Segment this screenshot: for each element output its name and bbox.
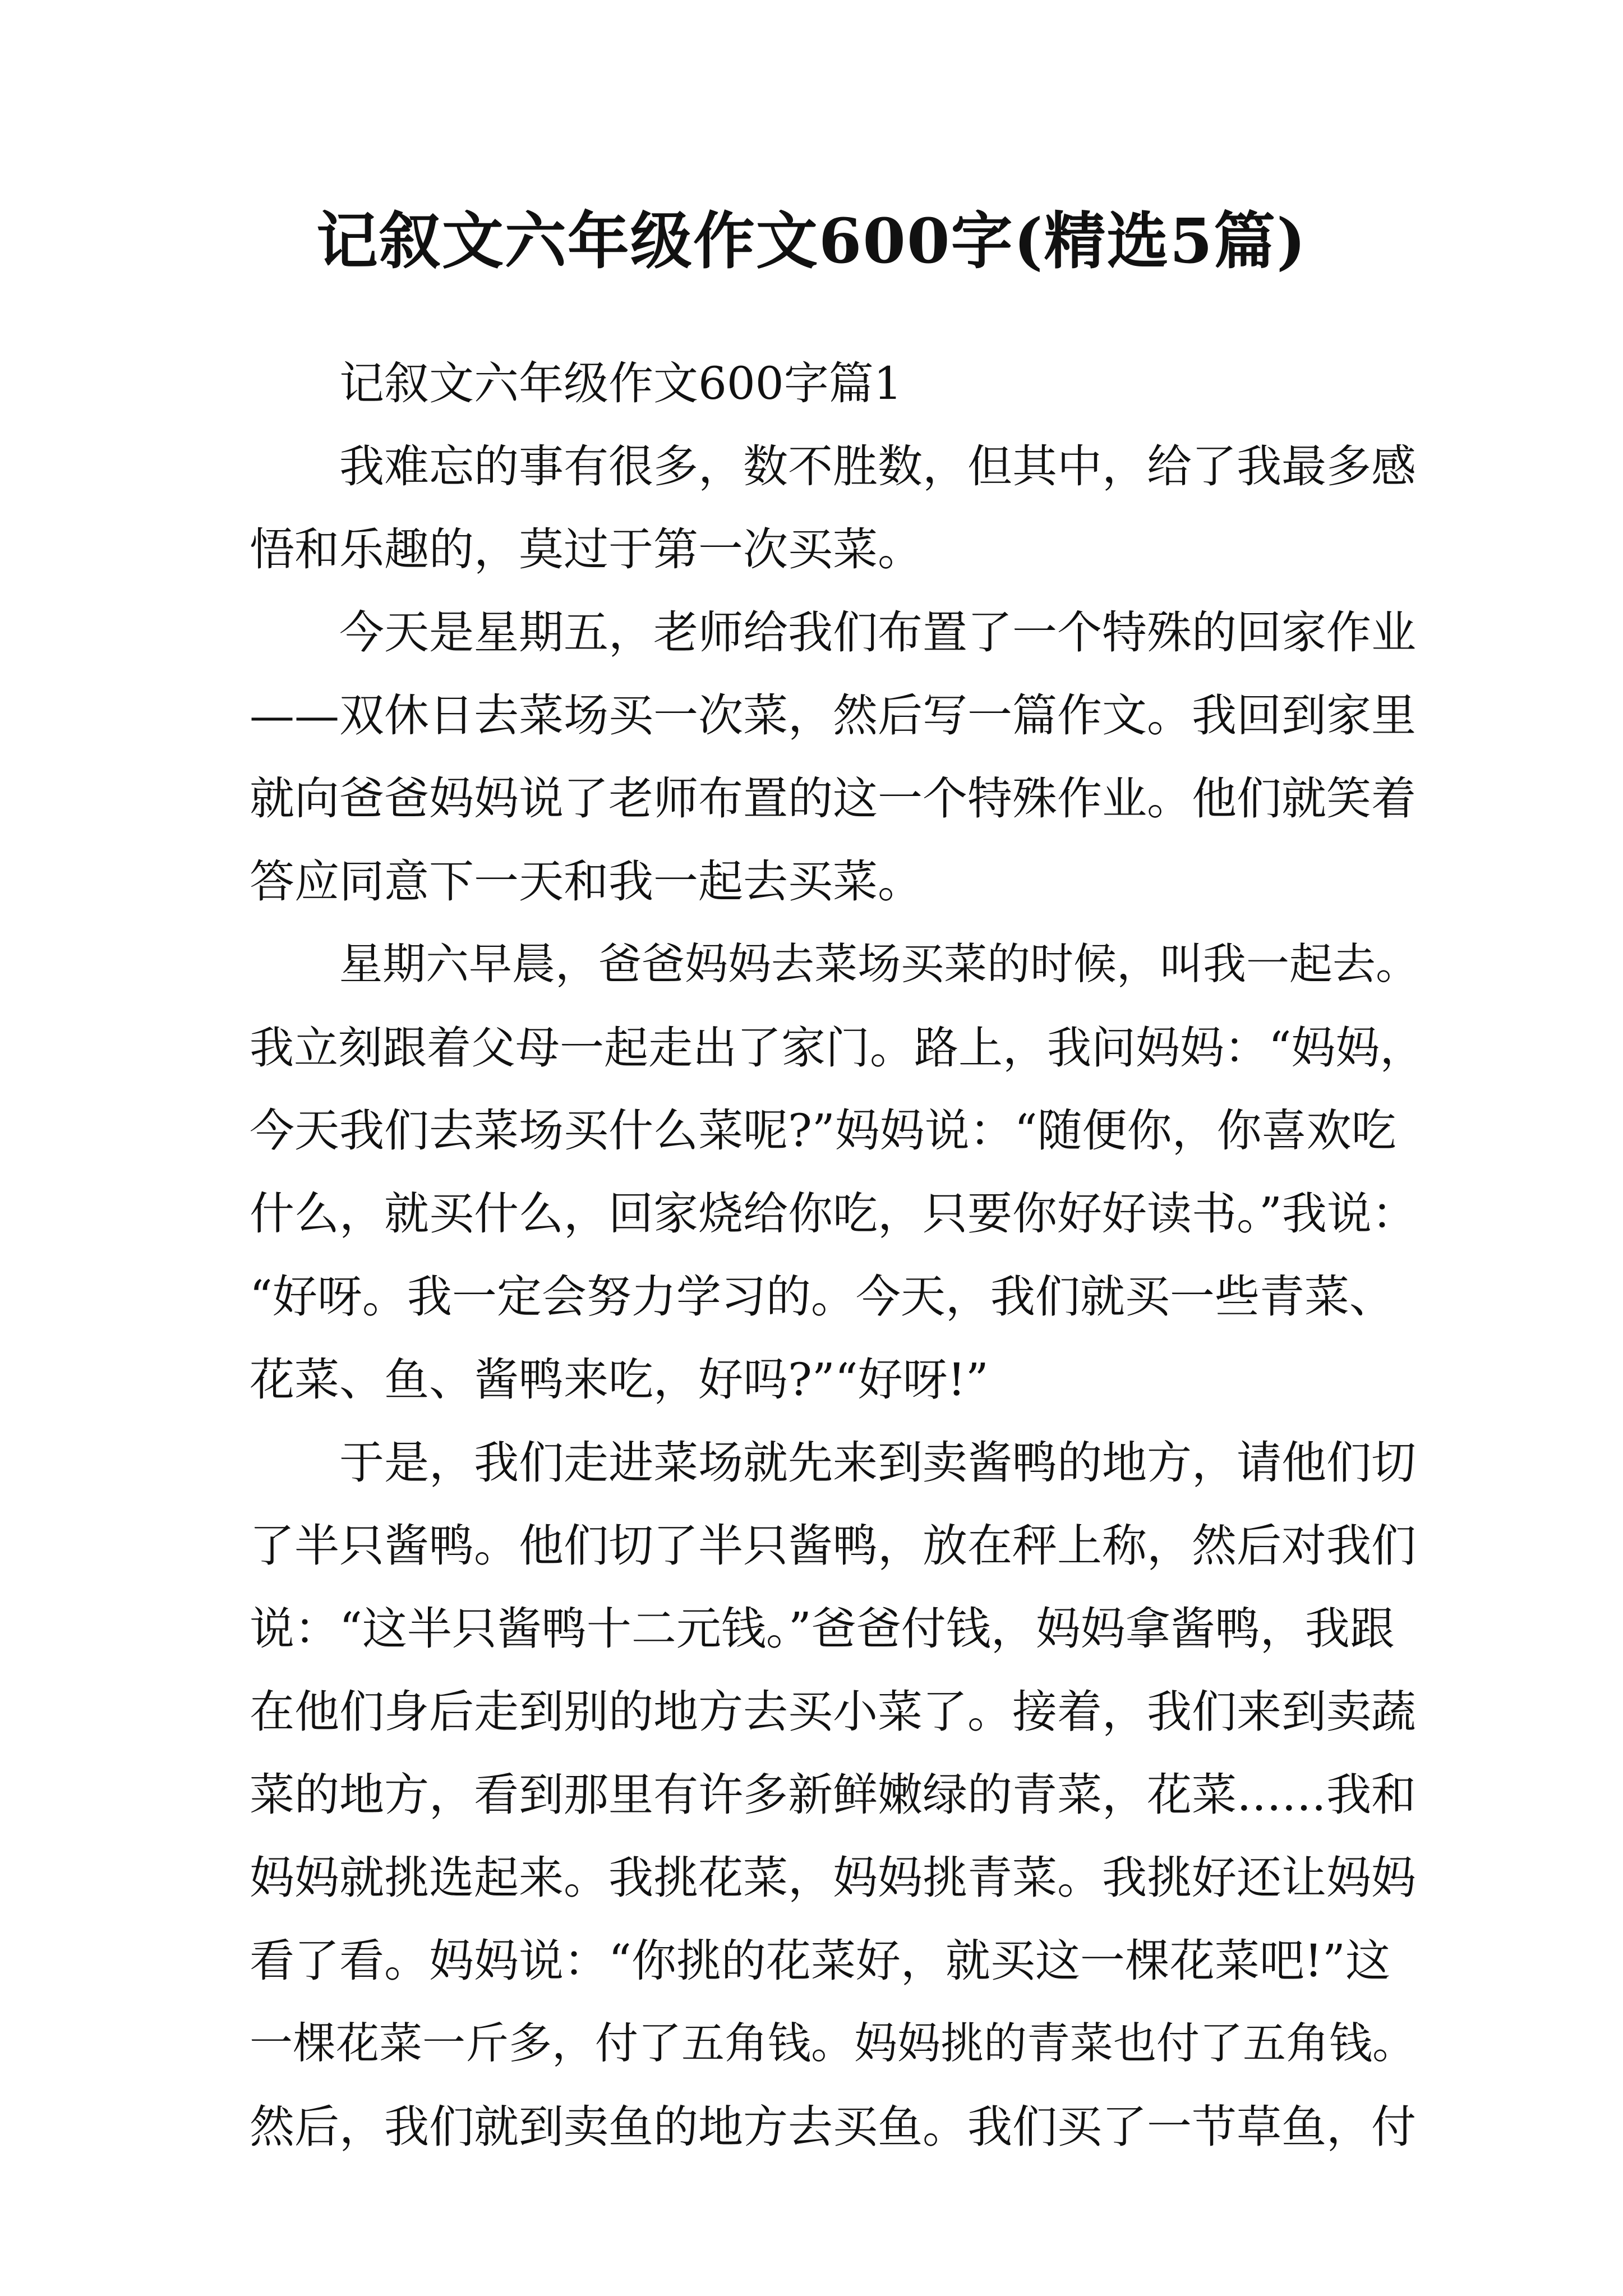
paragraph-line: 菜的地方，看到那里有许多新鲜嫩绿的青菜，花菜……我和 — [250, 1769, 1416, 1821]
paragraph-line: 说：“这半只酱鸭十二元钱。”爸爸付钱，妈妈拿酱鸭，我跟 — [250, 1603, 1395, 1655]
paragraph-line: 答应同意下一天和我一起去买菜。 — [250, 855, 923, 908]
paragraph-line: 什么，就买什么，回家烧给你吃，只要你好好读书。”我说： — [250, 1188, 1417, 1240]
paragraph-line: 然后，我们就到卖鱼的地方去买鱼。我们买了一节草鱼，付 — [250, 2101, 1416, 2153]
paragraph-line: 星期六早晨，爸爸妈妈去菜场买菜的时候，叫我一起去。 — [339, 940, 1419, 990]
paragraph-line: ——双休日去菜场买一次菜，然后写一篇作文。我回到家里 — [250, 689, 1416, 742]
paragraph-line: 于是，我们走进菜场就先来到卖酱鸭的地方，请他们切 — [339, 1437, 1416, 1489]
paragraph-line: 花菜、鱼、酱鸭来吃，好吗?”“好呀!” — [250, 1354, 989, 1406]
paragraph-line: “好呀。我一定会努力学习的。今天，我们就买一些青菜、 — [250, 1271, 1394, 1323]
document-body — [250, 342, 1424, 2169]
paragraph-line: 我立刻跟着父母一起走出了家门。路上，我问妈妈：“妈妈， — [250, 1022, 1424, 1074]
paragraph-line: 看了看。妈妈说：“你挑的花菜好，就买这一棵花菜吧!”这 — [250, 1935, 1390, 1987]
paragraph-line: 我难忘的事有很多，数不胜数，但其中，给了我最多感 — [339, 440, 1416, 493]
paragraph-line: 悟和乐趣的，莫过于第一次买菜。 — [250, 523, 923, 576]
document-title: 记叙文六年级作文600字(精选5篇) — [316, 205, 1307, 277]
paragraph-line: 今天我们去菜场买什么菜呢?”妈妈说：“随便你，你喜欢吃 — [250, 1105, 1396, 1157]
paragraph-line: 在他们身后走到别的地方去买小菜了。接着，我们来到卖蔬 — [250, 1686, 1416, 1738]
paragraph-line: 妈妈就挑选起来。我挑花菜，妈妈挑青菜。我挑好还让妈妈 — [250, 1852, 1416, 1904]
paragraph-line: 今天是星期五，老师给我们布置了一个特殊的回家作业 — [339, 606, 1416, 659]
paragraph-line: 了半只酱鸭。他们切了半只酱鸭，放在秤上称，然后对我们 — [250, 1520, 1416, 1572]
paragraph-line: 一棵花菜一斤多，付了五角钱。妈妈挑的青菜也付了五角钱。 — [250, 2019, 1415, 2069]
section-heading: 记叙文六年级作文600字篇1 — [339, 357, 902, 409]
paragraph-line: 就向爸爸妈妈说了老师布置的这一个特殊作业。他们就笑着 — [250, 772, 1416, 825]
